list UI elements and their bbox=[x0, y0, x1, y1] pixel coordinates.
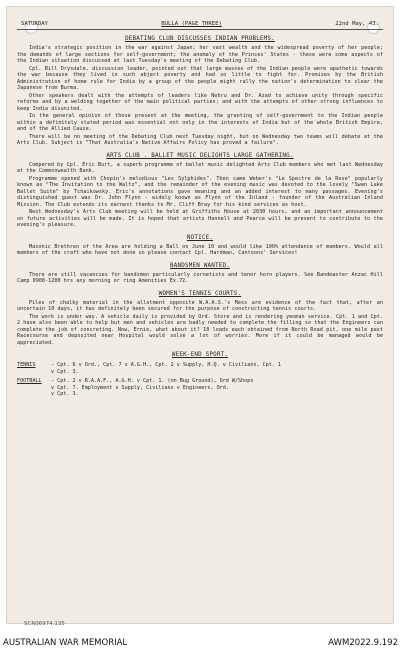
archive-name: AUSTRALIAN WAR MEMORIAL bbox=[3, 637, 128, 648]
article bbox=[17, 152, 383, 229]
article bbox=[17, 234, 383, 257]
masthead-day: SATURDAY bbox=[21, 21, 48, 27]
article-paragraph: Piles of chalky material in the allotment opposite W.A.A.S.'s Mess are evidence of the fact that, after an uncertain 10 days, it has definitely been secured for the purpose of constructing tennis courts. bbox=[17, 299, 383, 312]
sport-fixture-row bbox=[17, 369, 383, 376]
article-paragraph: India's strategic position in the war against Japan; her vast wealth and the widespread poverty of her people; the demands of large sections for self-government; the anomaly of the Princes' States - these were some aspects of the Indian situation discussed at last Tuesday's meeting of the Debating Club. bbox=[17, 45, 383, 64]
sport-fixture-text: v Cpt. 3. bbox=[51, 368, 79, 375]
article-paragraph: In the general opinion of those present at the meeting, the granting of self-government to the Indian people within a definitely stated period was essential not only in the interests of India but of the whole British Empire, and of the Allied Cause. bbox=[17, 113, 383, 132]
sport-fixture-block bbox=[17, 362, 383, 375]
article-paragraph: Cpl. Bill Drysdale, discussion leader, pointed out that large masses of the Indian people were apathetic towards the war because they lived in such abject poverty and had so little to fight for. Promises by the British Administration of home rule for India by a group of the people might rally the nation's determination to clear the Japanese from Burma. bbox=[17, 65, 383, 91]
article-heading: WOMEN'S TENNIS COURTS. bbox=[158, 290, 242, 297]
sport-label: TENNIS bbox=[17, 362, 36, 368]
archive-footer bbox=[0, 632, 402, 653]
sport-fixture-row bbox=[17, 391, 383, 398]
article bbox=[17, 35, 383, 147]
masthead-title: BULLA (PAGE THREE) bbox=[161, 21, 222, 27]
catalog-number: SCR06974.135 bbox=[24, 621, 65, 627]
article-paragraph: Programme opened with Chopin's melodious "Les Sylphides". Then came Weber's "Le Spectre de la Rose" popularly known as "The Invitation to the Waltz", and the remainder of the evening music was devoted to the lovely "Swan Lake Ballet Suite" by Tchaikowsky. Eric's annotations gave meaning and an added interest to many passages. Evening's distinguished guest was Dr. John Flynn - widely known as Flynn of the Inland - founder of the Australian Inland Mission. The Club extends its earnest thanks to Mr. Cliff Bray for his kind services as host. bbox=[17, 175, 383, 208]
sport-fixture-block bbox=[17, 378, 383, 398]
sport-label bbox=[17, 391, 51, 398]
archive-accession-number: AWM2022.9.192 bbox=[328, 637, 398, 648]
sport-label: FOOTBALL bbox=[17, 378, 42, 384]
document-page bbox=[7, 7, 393, 627]
article-paragraph: Masonic Brethren of the Area are holding a Ball on June 10 and would like 100% attendance of members. Would all members of the craft who have not done so please contact Cpl. Hardman, Cantoons' Services! bbox=[17, 243, 383, 256]
article-paragraph: The work is under way. A vehicle daily is provided by Ord. Store and is rendering yeoman service. Cpt. 1 and Cpt. 2 have also been able to help but men and vehicles are badly needed to complete the filling so that the Engineers can complete the job of concreting. Now, Ernie, what about it? 10 loads each obtained from North Road pit, one mile past Racecourse and deposited near Hospital would solve a lot of worries. More if it could be managed would be appreciated. bbox=[17, 313, 383, 346]
article-heading: NOTICE. bbox=[186, 234, 214, 241]
sport-fixture-text: v Cpt. 7. Employment v Supply, Civilians v Engineers, Ord. bbox=[51, 384, 229, 391]
article-paragraph: Compered by Cpl. Eric Burt, a superb programme of ballet music delighted Arts Club members who met last Wednesday at the Commonwealth Bank. bbox=[17, 161, 383, 174]
article-paragraph: There are still vacancies for bandsmen particularly cornetists and tenor horn players. See Bandmaster Anzac Hill Camp 0900-1200 hrs any morning or ring Amenities Ex.72. bbox=[17, 271, 383, 284]
article-list bbox=[17, 35, 383, 359]
article-paragraph: There will be no meeting of the Debating Club next Tuesday night, but on Wednesday two teams will debate at the Arts Club. Subject is "That Australia's Native Affairs Policy has proved a failure". bbox=[17, 133, 383, 146]
sport-fixture-text: v Cpt. 3. bbox=[51, 391, 79, 397]
article-heading: WEEK-END SPORT. bbox=[171, 352, 229, 358]
article-paragraph: Other speakers dealt with the attempts of leaders like Nehru and Dr. Azad to achieve unity through specific reforms and by a welding together of the main political parties; and with the attempts of other strong influences to keep India disunited. bbox=[17, 92, 383, 112]
sport-label bbox=[17, 369, 51, 376]
article-heading: DEBATING CLUB DISCUSSES INDIAN PROBLEMS. bbox=[125, 36, 275, 42]
sport-fixture-text: - Cpt. 6 v Ord., Cpt. 7 v A.G.H., Cpt. 2 v Supply, H.Q. v Civilians, Cpt. 1 bbox=[51, 362, 282, 368]
article bbox=[17, 290, 383, 347]
article bbox=[17, 262, 383, 285]
masthead-date: 22nd May, 43. bbox=[335, 21, 379, 27]
article-heading: ARTS CLUB . BALLET MUSIC DELIGHTS LARGE GATHERING. bbox=[106, 152, 294, 159]
sport-fixture-text: - Cpt. 2 v R.A.A.F., A.G.H. v Cpt. 1. (on Bug Ground), Ord W/Shops bbox=[51, 378, 254, 384]
article-paragraph: Next Wednesday's Arts Club meeting will be held at Griffiths House at 2030 hours, and an important announcement on future activities will be made. It is hoped that artists Hannell and Pearce will be present to contribute to the evening's pleasure. bbox=[17, 209, 383, 228]
page-content bbox=[17, 21, 383, 398]
article-heading: BANDSMEN WANTED. bbox=[170, 262, 230, 269]
article bbox=[17, 351, 383, 359]
masthead bbox=[17, 21, 383, 30]
sport-fixtures bbox=[17, 362, 383, 398]
